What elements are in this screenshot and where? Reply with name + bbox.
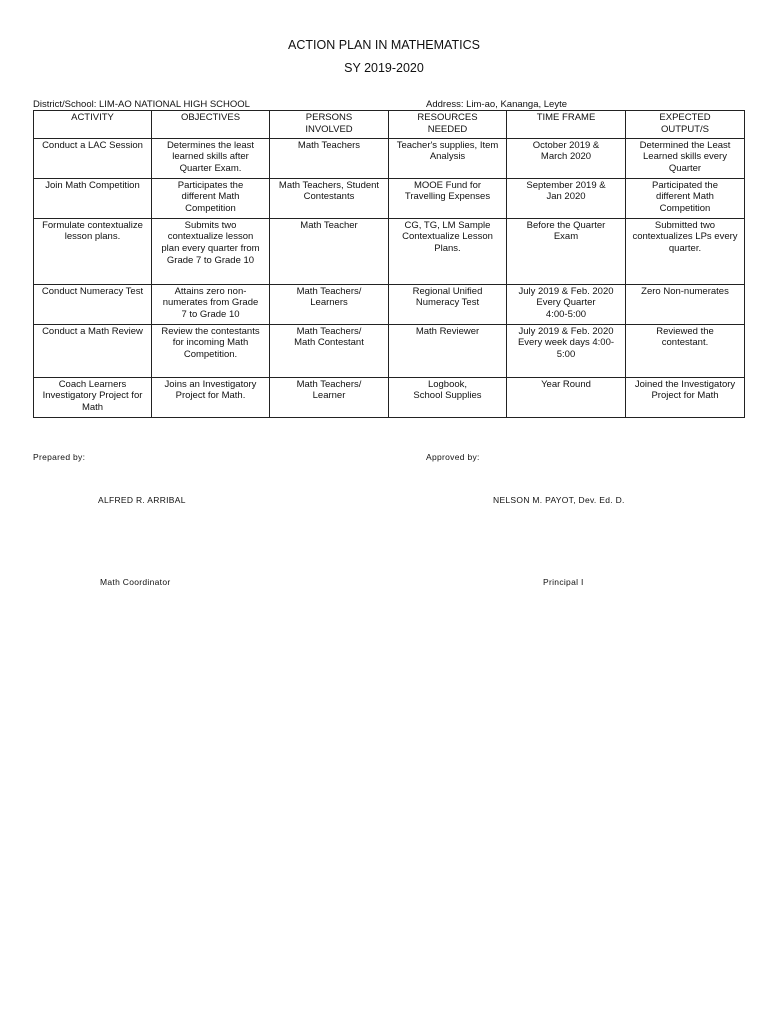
table-row bbox=[34, 324, 745, 377]
table-cell: July 2019 & Feb. 2020 Every week days 4:00- 5:00 bbox=[507, 324, 626, 377]
table-cell: October 2019 & March 2020 bbox=[507, 138, 626, 178]
column-header-persons-involved: PERSONS INVOLVED bbox=[270, 111, 389, 139]
table-row bbox=[34, 218, 745, 284]
column-header-time-frame: TIME FRAME bbox=[507, 111, 626, 139]
table-cell: Math Teachers, Student Contestants bbox=[270, 178, 389, 218]
prepared-by-label: Prepared by: bbox=[33, 452, 86, 462]
table-cell: Year Round bbox=[507, 377, 626, 417]
table-row bbox=[34, 178, 745, 218]
table-cell: Math Teacher bbox=[270, 218, 389, 284]
table-cell: Participates the different Math Competition bbox=[152, 178, 270, 218]
table-cell: Math Teachers bbox=[270, 138, 389, 178]
table-cell: Math Teachers/ Math Contestant bbox=[270, 324, 389, 377]
table-cell: Regional Unified Numeracy Test bbox=[389, 284, 507, 324]
table-header-row bbox=[34, 111, 745, 139]
column-header-expected-outputs: EXPECTED OUTPUT/S bbox=[626, 111, 745, 139]
table-cell: July 2019 & Feb. 2020 Every Quarter 4:00-5:00 bbox=[507, 284, 626, 324]
table-cell: CG, TG, LM Sample Contextualize Lesson Plans. bbox=[389, 218, 507, 284]
table-cell: Attains zero non- numerates from Grade 7 to Grade 10 bbox=[152, 284, 270, 324]
table-cell: September 2019 & Jan 2020 bbox=[507, 178, 626, 218]
table-row bbox=[34, 377, 745, 417]
table-row bbox=[34, 284, 745, 324]
address: Address: Lim-ao, Kananga, Leyte bbox=[426, 99, 568, 110]
table-cell: Submits two contextualize lesson plan every quarter from Grade 7 to Grade 10 bbox=[152, 218, 270, 284]
column-header-resources-needed: RESOURCES NEEDED bbox=[389, 111, 507, 139]
table-cell: Determines the least learned skills after Quarter Exam. bbox=[152, 138, 270, 178]
table-cell: Reviewed the contestant. bbox=[626, 324, 745, 377]
table-cell: Math Teachers/ Learner bbox=[270, 377, 389, 417]
table-cell: Conduct a Math Review bbox=[34, 324, 152, 377]
table-cell: Teacher's supplies, Item Analysis bbox=[389, 138, 507, 178]
action-plan-table bbox=[33, 110, 745, 418]
table-cell: Conduct a LAC Session bbox=[34, 138, 152, 178]
table-cell: Zero Non-numerates bbox=[626, 284, 745, 324]
table-cell: Math Reviewer bbox=[389, 324, 507, 377]
table-cell: Before the Quarter Exam bbox=[507, 218, 626, 284]
document-title: ACTION PLAN IN MATHEMATICS bbox=[288, 38, 480, 52]
column-header-objectives: OBJECTIVES bbox=[152, 111, 270, 139]
school-year: SY 2019-2020 bbox=[344, 61, 424, 75]
table-cell: Review the contestants for incoming Math Competition. bbox=[152, 324, 270, 377]
table-cell: Coach Learners Investigatory Project for Math bbox=[34, 377, 152, 417]
table-cell: MOOE Fund for Travelling Expenses bbox=[389, 178, 507, 218]
preparer-name: ALFRED R. ARRIBAL bbox=[98, 495, 186, 505]
approver-name: NELSON M. PAYOT, Dev. Ed. D. bbox=[493, 495, 625, 505]
table-cell: Joins an Investigatory Project for Math. bbox=[152, 377, 270, 417]
table-cell: Determined the Least Learned skills every Quarter bbox=[626, 138, 745, 178]
preparer-title: Math Coordinator bbox=[100, 577, 171, 587]
district-school: District/School: LIM-AO NATIONAL HIGH SCHOOL bbox=[33, 99, 250, 110]
table-cell: Participated the different Math Competition bbox=[626, 178, 745, 218]
approver-title: Principal I bbox=[543, 577, 584, 587]
table-cell: Joined the Investigatory Project for Math bbox=[626, 377, 745, 417]
column-header-activity: ACTIVITY bbox=[34, 111, 152, 139]
approved-by-label: Approved by: bbox=[426, 452, 480, 462]
table-cell: Join Math Competition bbox=[34, 178, 152, 218]
table-cell: Submitted two contextualizes LPs every quarter. bbox=[626, 218, 745, 284]
table-cell: Math Teachers/ Learners bbox=[270, 284, 389, 324]
table-cell: Formulate contextualize lesson plans. bbox=[34, 218, 152, 284]
table-cell: Logbook, School Supplies bbox=[389, 377, 507, 417]
table-row bbox=[34, 138, 745, 178]
table-cell: Conduct Numeracy Test bbox=[34, 284, 152, 324]
